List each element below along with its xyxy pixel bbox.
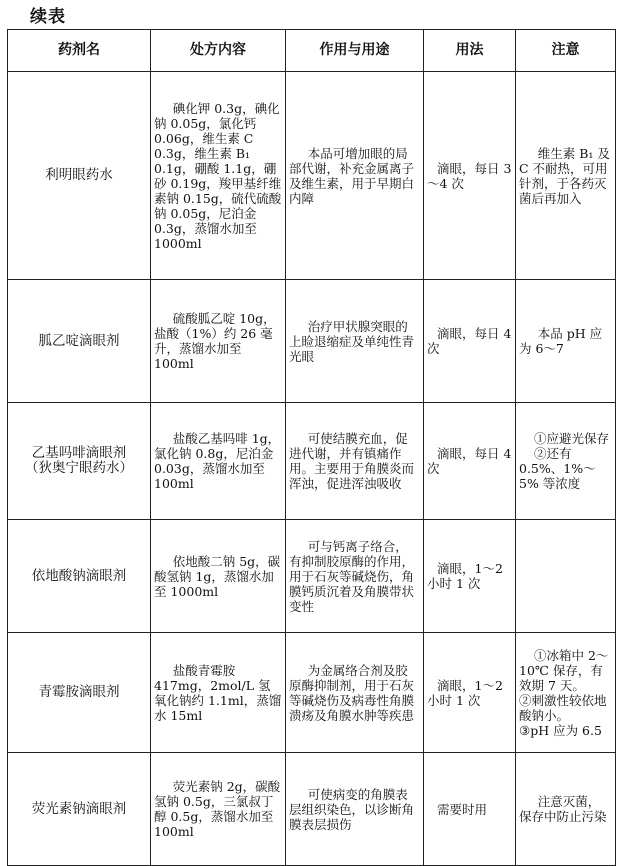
- drug-name: 青霉胺滴眼剂: [8, 633, 151, 753]
- usage-cell: 滴眼，1～2 小时 1 次: [424, 520, 516, 633]
- table-row: [8, 633, 616, 753]
- note-item: ①应避光保存: [534, 431, 610, 446]
- header-usage: 用法: [424, 30, 516, 72]
- note-item: ①冰箱中 2～10℃ 保存，有效期 7 天。: [519, 647, 609, 693]
- table-row: [8, 753, 616, 866]
- table-row: [8, 403, 616, 520]
- use-cell: 为金属络合剂及胶原酶抑制剂，用于石灰等碱烧伤及病毒性角膜溃疡及角膜水肿等疾患: [286, 633, 424, 753]
- drug-name: 依地酸钠滴眼剂: [8, 520, 151, 633]
- note-cell: 注意灭菌，保存中防止污染: [516, 753, 616, 866]
- usage-cell: 滴眼，每日 4 次: [424, 280, 516, 403]
- usage-cell: 需要时用: [424, 753, 516, 866]
- formula-cell: 盐酸青霉胺 417mg，2mol/L 氢氧化钠约 1.1ml，蒸馏水 15ml: [151, 633, 286, 753]
- usage-cell: 滴眼，1～2 小时 1 次: [424, 633, 516, 753]
- drug-name-cell: [8, 403, 151, 520]
- header-drug-name: 药剂名: [8, 30, 151, 72]
- drug-name: 乙基吗啡滴眼剂: [31, 445, 127, 461]
- table-row: [8, 72, 616, 280]
- use-cell: 可与钙离子络合，有抑制胶原酶的作用，用于石灰等碱烧伤，角膜钙质沉着及角膜带状变性: [286, 520, 424, 633]
- table-row: [8, 520, 616, 633]
- header-note: 注意: [516, 30, 616, 72]
- note-item: ②刺激性较依地酸钠小。: [519, 692, 607, 723]
- note-item: ②还有 0.5%、1%～5% 等浓度: [519, 446, 596, 491]
- prescription-table: [7, 29, 616, 866]
- note-cell: [516, 403, 616, 520]
- table-row: [8, 280, 616, 403]
- header-use: 作用与用途: [286, 30, 424, 72]
- note-cell: 本品 pH 应为 6～7: [516, 280, 616, 403]
- table-header-row: [8, 30, 616, 72]
- header-formula: 处方内容: [151, 30, 286, 72]
- usage-cell: 滴眼，每日 3～4 次: [424, 72, 516, 280]
- use-cell: 治疗甲状腺突眼的上睑退缩症及单纯性青光眼: [286, 280, 424, 403]
- note-cell: 维生素 B₁ 及 C 不耐热，可用针剂，于各药灭菌后再加入: [516, 72, 616, 280]
- drug-name: 荧光素钠滴眼剂: [8, 753, 151, 866]
- note-cell: [516, 520, 616, 633]
- formula-cell: 依地酸二钠 5g，碳酸氢钠 1g，蒸馏水加至 1000ml: [151, 520, 286, 633]
- table-caption: 续表: [30, 7, 66, 27]
- usage-cell: 滴眼，每日 4 次: [424, 403, 516, 520]
- note-cell: [516, 633, 616, 753]
- note-item: ③pH 应为 6.5: [519, 722, 602, 738]
- formula-cell: 硫酸胍乙啶 10g，盐酸（1%）约 26 毫升，蒸馏水加至 100ml: [151, 280, 286, 403]
- use-cell: 本品可增加眼的局部代谢，补充金属离子及维生素，用于早期白内障: [286, 72, 424, 280]
- drug-name: 胍乙啶滴眼剂: [8, 280, 151, 403]
- formula-cell: 盐酸乙基吗啡 1g，氯化钠 0.8g，尼泊金 0.03g，蒸馏水加至 100ml: [151, 403, 286, 520]
- formula-cell: 碘化钾 0.3g，碘化钠 0.05g，氯化钙 0.06g，维生素 C 0.3g，维生素 B₁ 0.1g，硼酸 1.1g，硼砂 0.19g，羧甲基纤维素钠 0.15g，硫代硫酸钠 0.05g，尼泊金 0.3g，蒸馏水加至 1000ml: [151, 72, 286, 280]
- drug-name: 利明眼药水: [8, 72, 151, 280]
- use-cell: 可使结膜充血，促进代谢，并有镇痛作用。主要用于角膜炎而浑浊，促进浑浊吸收: [286, 403, 424, 520]
- drug-name-alias: （狄奥宁眼药水）: [25, 460, 133, 476]
- formula-cell: 荧光素钠 2g，碳酸氢钠 0.5g，三氯叔丁醇 0.5g，蒸馏水加至 100ml: [151, 753, 286, 866]
- use-cell: 可使病变的角膜表层组织染色，以诊断角膜表层损伤: [286, 753, 424, 866]
